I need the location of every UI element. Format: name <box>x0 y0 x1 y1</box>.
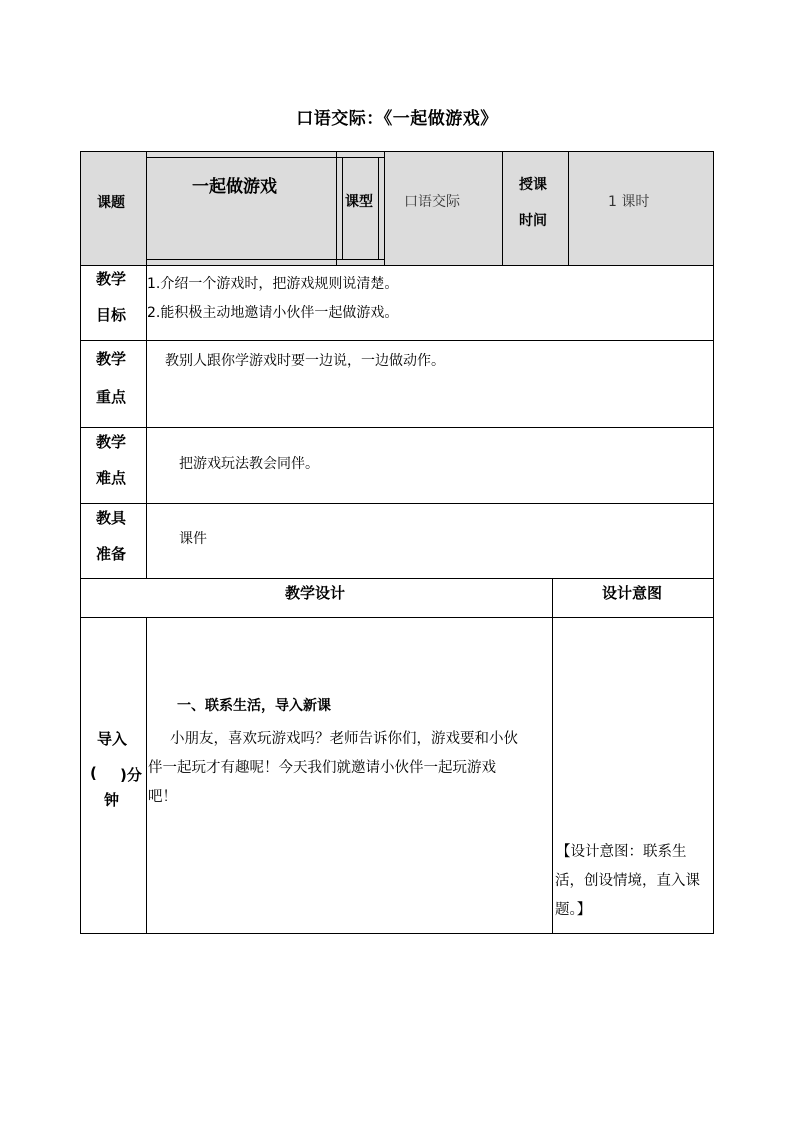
goals-label-2: 目标 <box>96 306 127 324</box>
intent-header: 设计意图 <box>602 584 663 602</box>
type-value: 口语交际 <box>404 194 460 210</box>
topic-value-cell <box>147 152 337 265</box>
intro-label-2: ( <box>90 764 97 782</box>
intro-label-1: 导入 <box>97 730 128 748</box>
topic-value: 一起做游戏 <box>192 177 277 197</box>
section-title: 一、联系生活，导入新课 <box>177 698 331 714</box>
time-value: 1 课时 <box>608 194 650 210</box>
topic-label: 课题 <box>97 195 125 211</box>
goal-item-1: 1.介绍一个游戏时，把游戏规则说清楚。 <box>147 276 399 292</box>
intent-line-1: 【设计意图：联系生 <box>556 844 687 860</box>
intro-line-2: 伴一起玩才有趣呢！今天我们就邀请小伙伴一起玩游戏 <box>148 760 496 776</box>
tools-text: 课件 <box>179 531 207 547</box>
time-label-cell <box>502 152 568 265</box>
tools-label-1: 教具 <box>96 509 127 527</box>
tools-label-2: 准备 <box>96 545 127 563</box>
page-title: 口语交际：《一起做游戏》 <box>296 109 498 129</box>
time-label-1: 授课 <box>519 177 547 193</box>
key-points-label-2: 重点 <box>96 388 127 406</box>
goal-item-2: 2.能积极主动地邀请小伙伴一起做游戏。 <box>147 305 399 321</box>
intro-line-1: 小朋友，喜欢玩游戏吗？老师告诉你们，游戏要和小伙 <box>170 731 518 747</box>
difficulties-label-1: 教学 <box>96 433 127 451</box>
key-points-text: 教别人跟你学游戏时要一边说，一边做动作。 <box>165 353 445 369</box>
intro-label-3: )分 <box>120 766 142 784</box>
intro-line-3: 吧！ <box>148 789 177 805</box>
intro-label-4: 钟 <box>104 791 120 809</box>
design-header: 教学设计 <box>285 584 346 602</box>
intent-line-3: 题。】 <box>555 902 592 918</box>
time-label-2: 时间 <box>519 213 547 229</box>
goals-label-1: 教学 <box>96 270 127 288</box>
difficulties-label-2: 难点 <box>96 469 127 487</box>
key-points-label-1: 教学 <box>96 350 127 368</box>
type-label: 课型 <box>345 194 373 210</box>
difficulties-text: 把游戏玩法教会同伴。 <box>179 456 319 472</box>
intent-line-2: 活，创设情境，直入课 <box>555 873 700 889</box>
